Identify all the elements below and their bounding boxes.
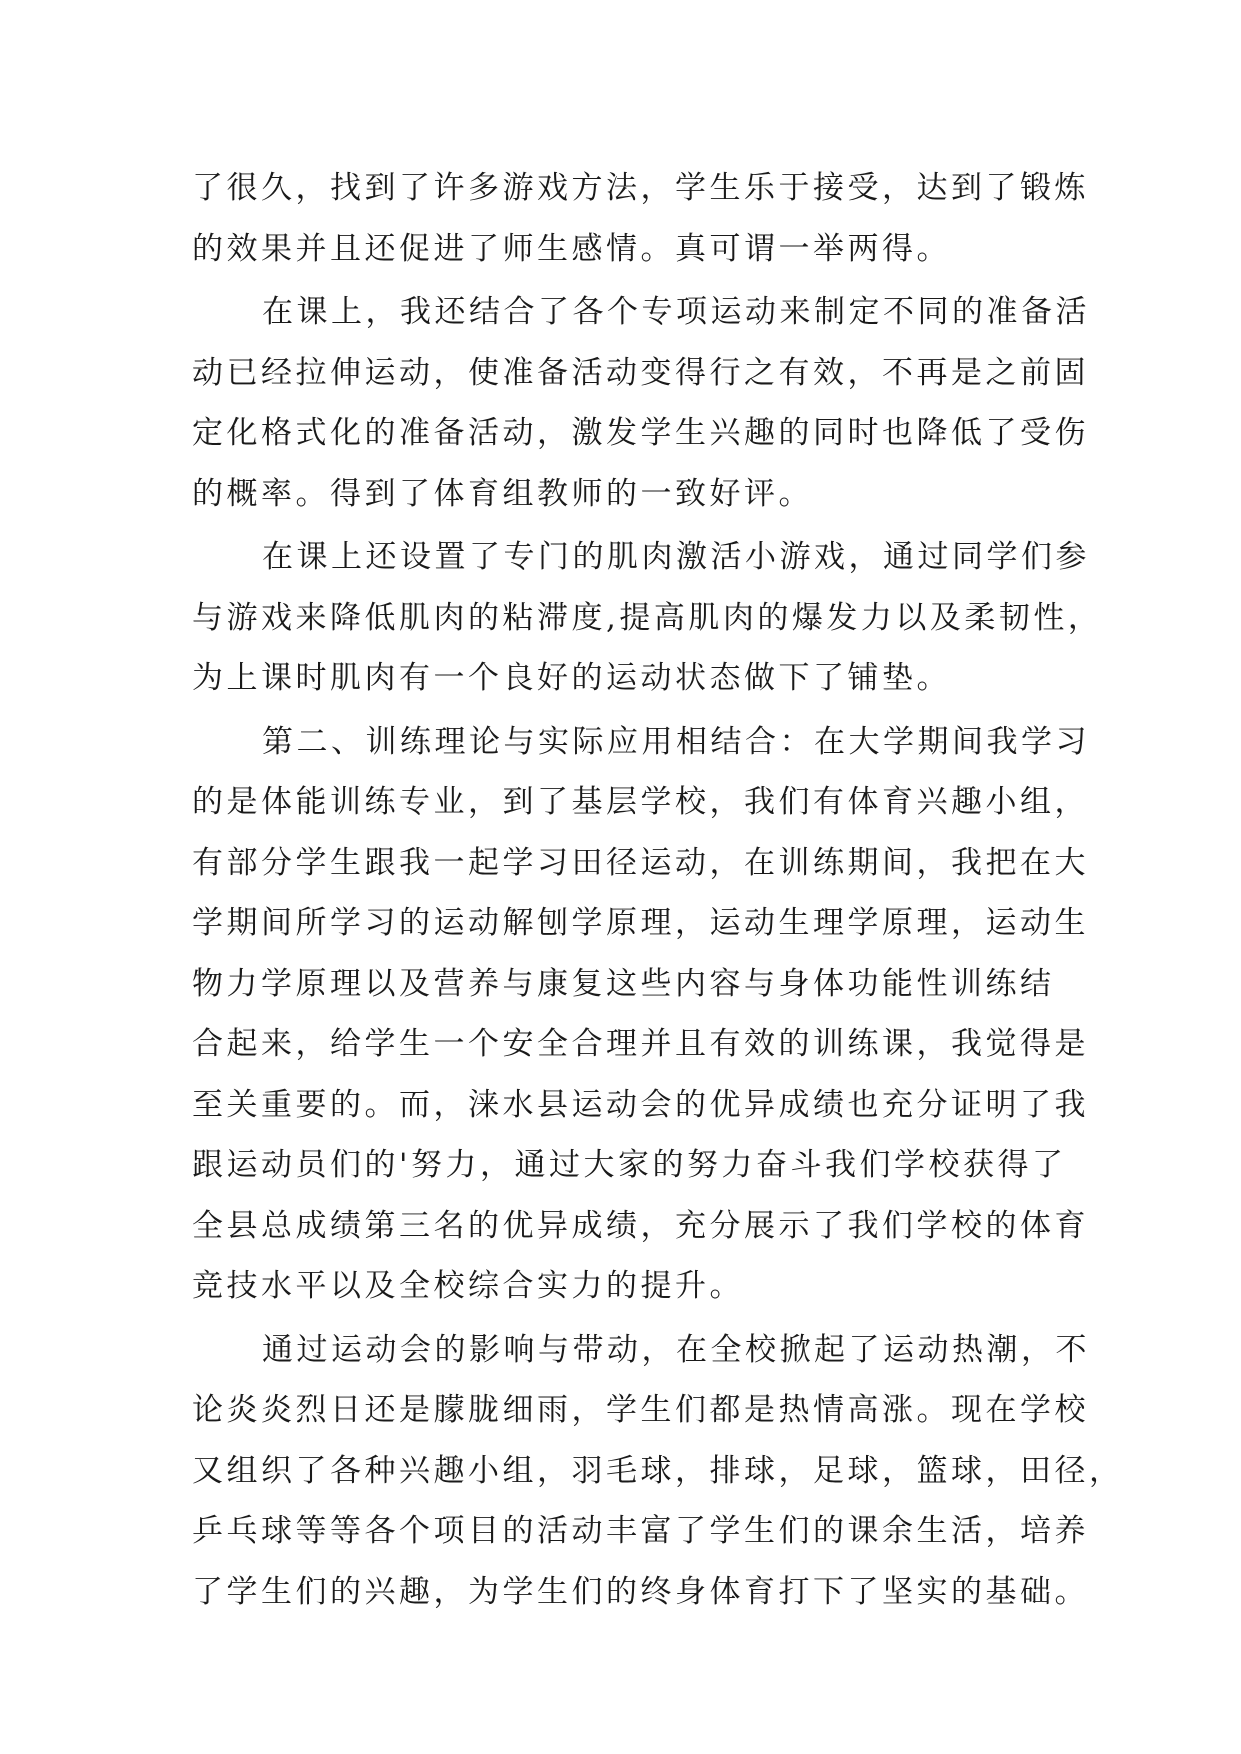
text-line: 了学生们的兴趣，为学生们的终身体育打下了坚实的基础。 — [192, 1573, 1089, 1610]
text-line: 又组织了各种兴趣小组，羽毛球，排球，足球，篮球，田径， — [192, 1452, 1124, 1489]
text-line: 第二、训练理论与实际应用相结合：在大学期间我学习 — [262, 723, 1090, 760]
paragraph — [192, 1320, 1124, 1623]
text-line: 了很久，找到了许多游戏方法，学生乐于接受，达到了锻炼 — [192, 170, 1089, 206]
text-line: 至关重要的。而，涞水县运动会的优异成绩也充分证明了我 — [192, 1086, 1089, 1123]
text-line: 乒乓球等等各个项目的活动丰富了学生们的课余生活，培养 — [192, 1513, 1089, 1549]
text-line: 在课上还设置了专门的肌肉激活小游戏，通过同学们参 — [262, 539, 1090, 575]
text-line: 与游戏来降低肌肉的粘滞度,提高肌肉的爆发力以及柔韧性， — [192, 599, 1103, 636]
text-line: 学期间所学习的运动解刨学原理，运动生理学原理，运动生 — [192, 905, 1089, 941]
paragraph — [192, 158, 1089, 279]
paragraph — [192, 712, 1090, 1317]
text-line: 通过运动会的影响与带动，在全校掀起了运动热潮，不 — [262, 1331, 1090, 1368]
paragraph — [192, 527, 1103, 709]
text-line: 论炎炎烈日还是朦胧细雨，学生们都是热情高涨。现在学校 — [192, 1392, 1089, 1428]
body-text — [192, 158, 1124, 1622]
text-line: 合起来，给学生一个安全合理并且有效的训练课，我觉得是 — [192, 1026, 1089, 1062]
text-line: 竞技水平以及全校综合实力的提升。 — [192, 1268, 744, 1304]
text-line: 的是体能训练专业，到了基层学校，我们有体育兴趣小组， — [192, 784, 1089, 820]
text-line: 为上课时肌肉有一个良好的运动状态做下了铺垫。 — [192, 660, 951, 696]
text-line: 的概率。得到了体育组教师的一致好评。 — [192, 475, 813, 512]
text-line: 动已经拉伸运动，使准备活动变得行之有效，不再是之前固 — [192, 354, 1089, 391]
text-line: 物力学原理以及营养与康复这些内容与身体功能性训练结 — [192, 965, 1055, 1002]
text-line: 有部分学生跟我一起学习田径运动，在训练期间，我把在大 — [192, 844, 1089, 881]
text-line: 的效果并且还促进了师生感情。真可谓一举两得。 — [192, 230, 951, 267]
paragraph — [192, 282, 1090, 524]
text-line: 定化格式化的准备活动，激发学生兴趣的同时也降低了受伤 — [192, 415, 1089, 451]
text-line: 跟运动员们的'努力，通过大家的努力奋斗我们学校获得了 — [192, 1147, 1067, 1183]
text-line: 全县总成绩第三名的优异成绩，充分展示了我们学校的体育 — [192, 1207, 1089, 1244]
text-line: 在课上，我还结合了各个专项运动来制定不同的准备活 — [262, 294, 1090, 330]
